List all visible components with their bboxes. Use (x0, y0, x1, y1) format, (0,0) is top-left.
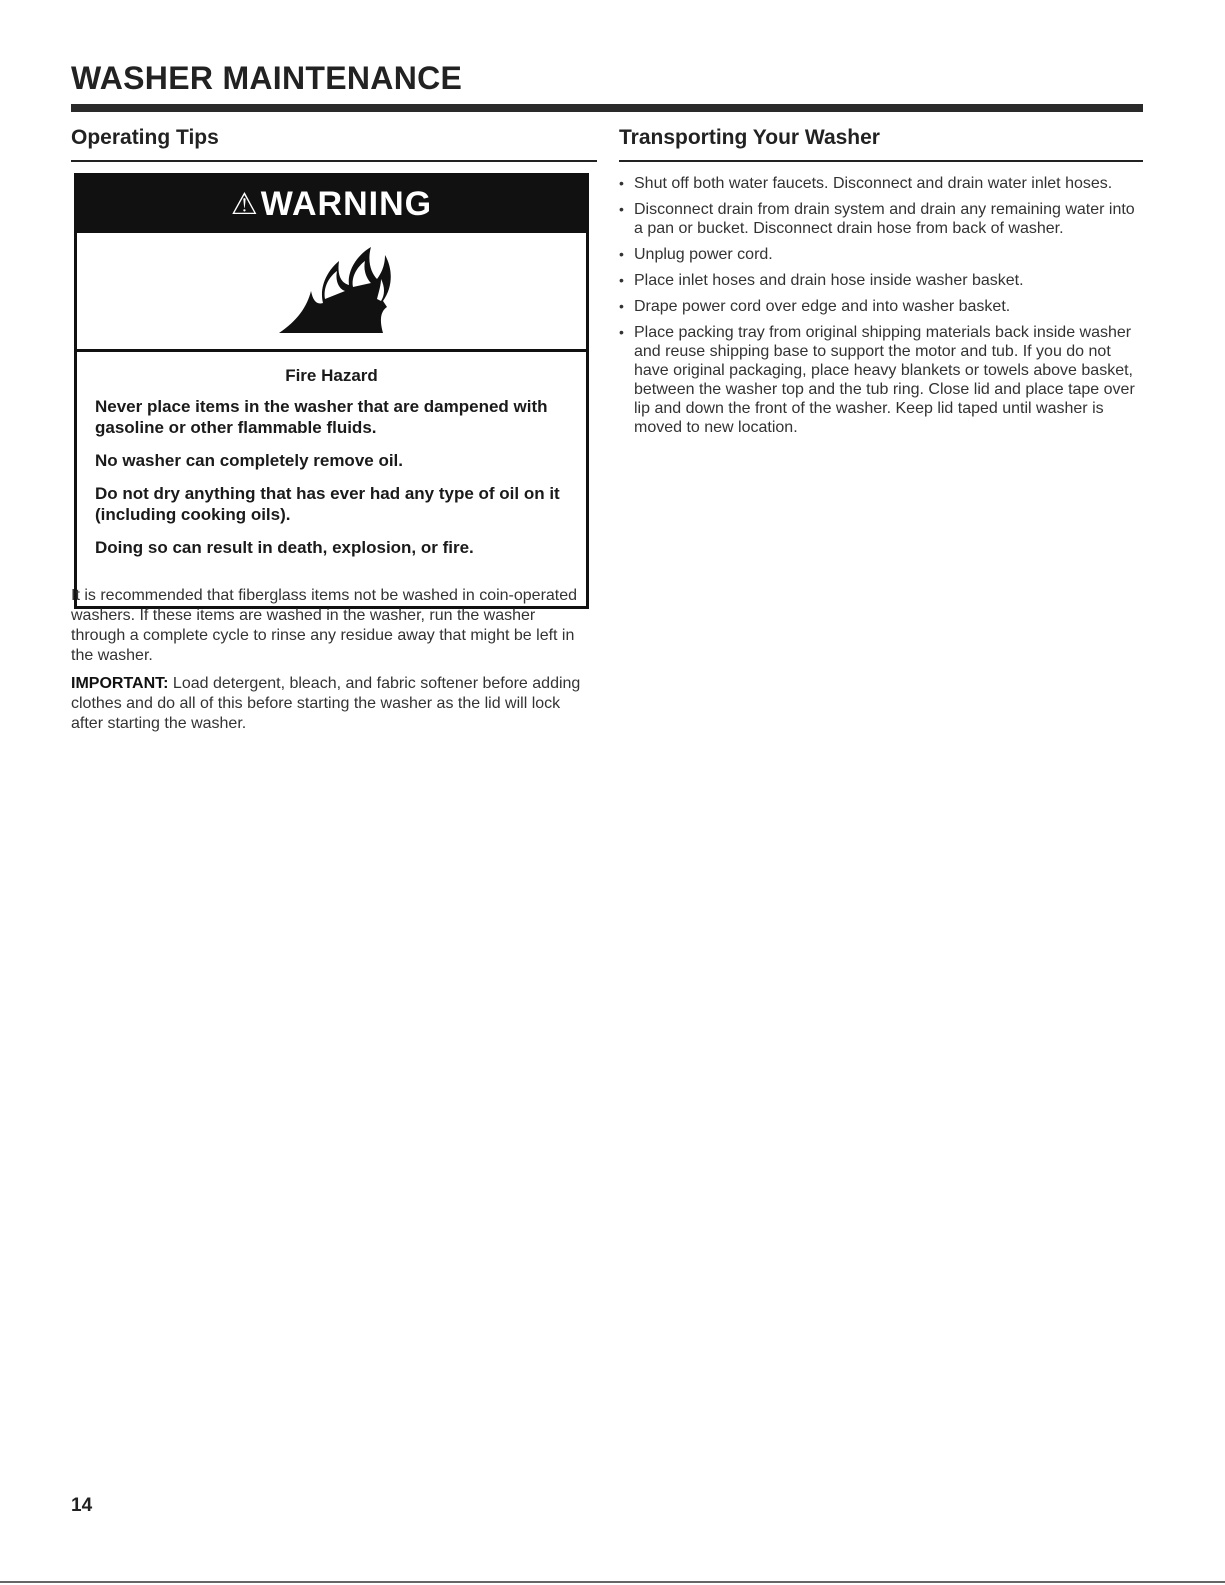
section-divider (71, 160, 597, 162)
hazard-title: Fire Hazard (285, 366, 378, 385)
transport-steps (619, 174, 1143, 437)
list-item-text: Place packing tray from original shipping materials back inside washer and reuse shipping base to support the motor and tub. If you do not have original packaging, place heavy blankets or towels above basket, between the washer top and the tub ring. Close lid and place tape over lip and down the front of the washer. Keep lid taped until washer is moved to new location. (634, 324, 1135, 436)
list-item (619, 323, 1143, 437)
list-item (619, 200, 1143, 238)
warning-banner-label: WARNING (260, 185, 433, 223)
important-label: IMPORTANT: (71, 675, 169, 692)
operating-tips-section (71, 120, 597, 732)
important-paragraph (71, 674, 591, 734)
bottom-rule (0, 1581, 1225, 1583)
list-item (619, 245, 1143, 264)
list-item-text: Drape power cord over edge and into washer basket. (634, 298, 1011, 315)
warning-line: No washer can completely remove oil. (95, 451, 404, 470)
list-item-text: Shut off both water faucets. Disconnect and drain water inlet hoses. (634, 175, 1113, 192)
fire-hazard-symbol (77, 233, 586, 352)
list-item-text: Disconnect drain from drain system and drain any remaining water into a pan or bucket. Disconnect drain hose from back of washer. (634, 201, 1135, 237)
fire-icon (267, 241, 397, 341)
transporting-heading: Transporting Your Washer (619, 126, 880, 149)
bullet-icon: • (619, 246, 624, 262)
list-item (619, 174, 1143, 193)
warning-banner (77, 176, 586, 233)
warning-text (77, 352, 586, 558)
title-rule (71, 104, 1143, 112)
bullet-icon: • (619, 175, 624, 191)
bullet-icon: • (619, 324, 624, 340)
bullet-icon: • (619, 201, 624, 217)
page-number: 14 (71, 1495, 93, 1516)
list-item (619, 297, 1143, 316)
page-title: WASHER MAINTENANCE (71, 60, 463, 96)
operating-tips-body (71, 586, 591, 742)
bullet-icon: • (619, 298, 624, 314)
warning-triangle-icon: ⚠ (230, 188, 259, 221)
fiberglass-paragraph: It is recommended that fiberglass items not be washed in coin-operated washers. If these items are washed in the washer, run the washer through a complete cycle to rinse any residue away that might be left in the washer. (71, 587, 578, 664)
transporting-section (619, 120, 1143, 444)
warning-line: Do not dry anything that has ever had any type of oil on it (including cooking oils). (95, 484, 560, 524)
important-text: Load detergent, bleach, and fabric softener before adding clothes and do all of this before starting the washer as the lid will lock after starting the washer. (71, 675, 581, 732)
warning-line: Doing so can result in death, explosion, or fire. (95, 538, 474, 557)
warning-box (74, 173, 589, 609)
list-item-text: Unplug power cord. (634, 246, 773, 263)
section-divider (619, 160, 1143, 162)
list-item-text: Place inlet hoses and drain hose inside washer basket. (634, 272, 1024, 289)
bullet-icon: • (619, 272, 624, 288)
list-item (619, 271, 1143, 290)
operating-tips-heading: Operating Tips (71, 126, 219, 149)
warning-line: Never place items in the washer that are dampened with gasoline or other flammable fluids. (95, 397, 548, 437)
